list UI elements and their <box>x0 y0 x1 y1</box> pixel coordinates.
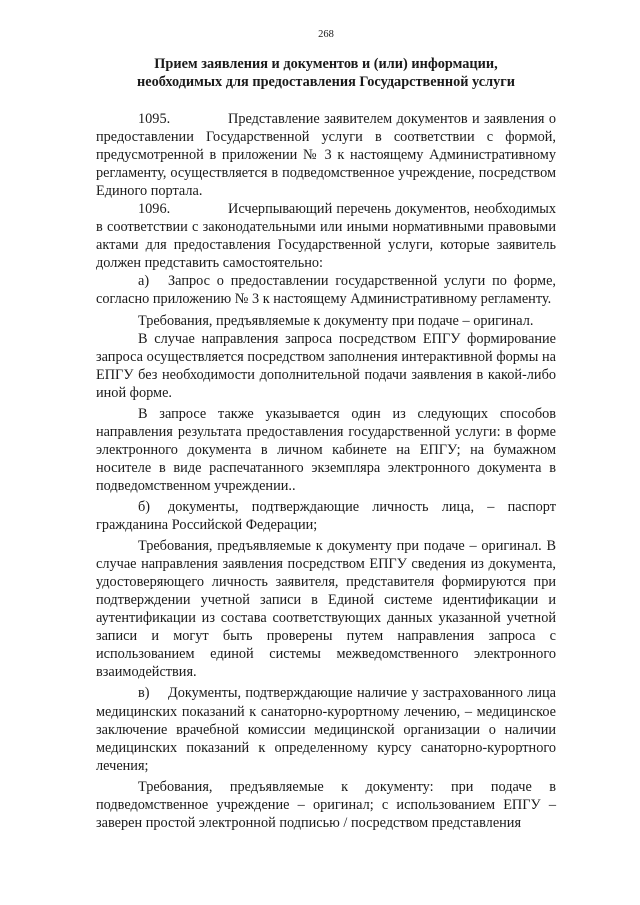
paragraph-text: Требования, предъявляемые к документу при подаче – оригинал. <box>138 312 534 329</box>
paragraph-text: документы, подтверждающие личность лица, – паспорт гражданина Российской Федерации; <box>96 498 556 534</box>
paragraph-number: 1095. <box>138 111 171 127</box>
paragraph <box>96 312 556 330</box>
paragraph-number: 1096. <box>138 201 171 218</box>
heading-line-1: Прием заявления и документов и (или) информации, <box>154 56 498 72</box>
list-letter: в) <box>138 685 150 702</box>
paragraph <box>96 405 556 495</box>
paragraph-text: Представление заявителем документов и заявления о предоставлении Государственной услуги в соответствии с формой, предусмотренной в приложении № 3 к настоящему Административному регламенту, осуществляется в подведомственное учреждение, посредством Единого портала. <box>96 111 556 200</box>
paragraph-text: Запрос о предоставлении государственной услуги по форме, согласно приложению № 3 к настоящему Административному регламенту. <box>96 273 556 308</box>
paragraph <box>96 778 556 832</box>
paragraph-text: Исчерпывающий перечень документов, необходимых в соответствии с законодательными или иными нормативными правовыми актами для предоставления Государственной услуги, которые заявитель должен представить самостоятельно: <box>96 201 556 272</box>
heading-line-2: необходимых для предоставления Государственной услуги <box>137 74 515 90</box>
list-item-a <box>96 272 556 308</box>
paragraph-1095 <box>96 110 556 200</box>
list-item-v <box>96 684 556 774</box>
paragraph-text: Требования, предъявляемые к документу: при подаче в подведомственное учреждение – оригинал; с использованием ЕПГУ – заверен простой электронной подписью / посредством представления <box>96 778 556 831</box>
document-body <box>96 110 556 832</box>
list-letter: а) <box>138 273 150 290</box>
list-letter: б) <box>138 498 151 515</box>
paragraph-1096 <box>96 200 556 272</box>
list-item-b <box>96 498 556 534</box>
page-number: 268 <box>318 29 334 40</box>
section-heading <box>96 55 556 91</box>
paragraph-text: Документы, подтверждающие наличие у застрахованного лица медицинских показаний к санаторно-курортному лечению, – медицинское заключение врачебной комиссии медицинской организации о наличии медицинских показаний к определенному курсу санаторно-курортного лечения; <box>96 685 556 774</box>
paragraph-text: В случае направления запроса посредством ЕПГУ формирование запроса осуществляется посредством заполнения интерактивной формы на ЕПГУ без необходимости дополнительной подачи заявления в какой-либо иной форме. <box>96 330 556 401</box>
paragraph-text: В запросе также указывается один из следующих способов направления результата предоставления государственной услуги: в форме электронного документа в личном кабинете на ЕПГУ; на бумажном носителе в виде распечатанного экземпляра электронного документа в подведомственном учреждении.. <box>96 405 556 494</box>
paragraph <box>96 537 556 681</box>
paragraph <box>96 330 556 402</box>
paragraph-text: Требования, предъявляемые к документу при подаче – оригинал. В случае направления заявления посредством ЕПГУ сведения из документа, удостоверяющего личность заявителя, представителя формируются при подтверждении учетной записи в Единой системе идентификации и аутентификации из состава соответствующих данных указанной учетной записи и могут быть проверены путем направления запроса с использованием единой системы межведомственного электронного взаимодействия. <box>96 538 556 681</box>
